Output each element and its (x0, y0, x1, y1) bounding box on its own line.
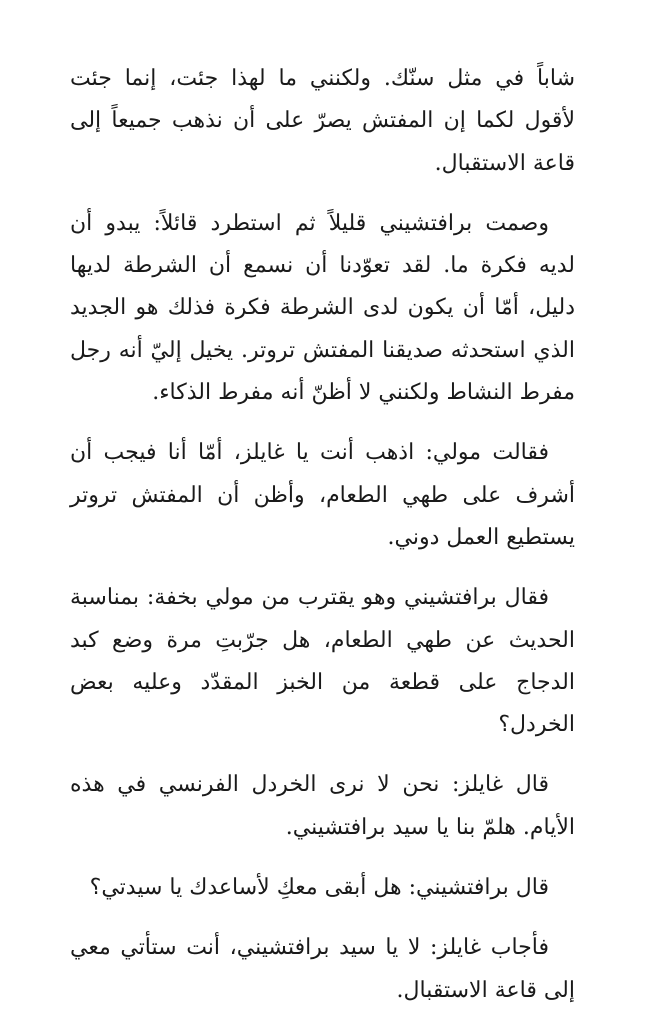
paragraph-5: قال غايلز: نحن لا نرى الخردل الفرنسي في هذه الأيام. هلمّ بنا يا سيد برافتشيني. (70, 772, 575, 840)
paragraph-4: فقال برافتشيني وهو يقترب من مولي بخفة: بمناسبة الحديث عن طهي الطعام، هل جرّبتِ مرة وضع كبد الدجاج على قطعة من الخبز المقدّد وعليه بعض الخردل؟ (70, 585, 575, 738)
page-text-body (70, 58, 575, 1012)
paragraph-3: فقالت مولي: اذهب أنت يا غايلز، أمّا أنا فيجب أن أشرف على طهي الطعام، وأظن أن المفتش تروتر يستطيع العمل دوني. (70, 440, 575, 550)
paragraph-2: وصمت برافتشيني قليلاً ثم استطرد قائلاً: يبدو أن لديه فكرة ما. لقد تعوّدنا أن نسمع أن الشرطة لديها دليل، أمّا أن يكون لدى الشرطة فكرة فذلك هو الجديد الذي استحدثه صديقنا المفتش تروتر. يخيل إليّ أنه رجل مفرط النشاط ولكنني لا أظنّ أنه مفرط الذكاء. (70, 210, 575, 406)
paragraph-1: شاباً في مثل سنّك. ولكنني ما لهذا جئت، إنما جئت لأقول لكما إن المفتش يصرّ على أن نذهب جميعاً إلى قاعة الاستقبال. (70, 66, 575, 176)
paragraph-7: فأجاب غايلز: لا يا سيد برافتشيني، أنت ستأتي معي إلى قاعة الاستقبال. (70, 935, 575, 1003)
paragraph-6: قال برافتشيني: هل أبقى معكِ لأساعدك يا سيدتي؟ (89, 875, 549, 901)
